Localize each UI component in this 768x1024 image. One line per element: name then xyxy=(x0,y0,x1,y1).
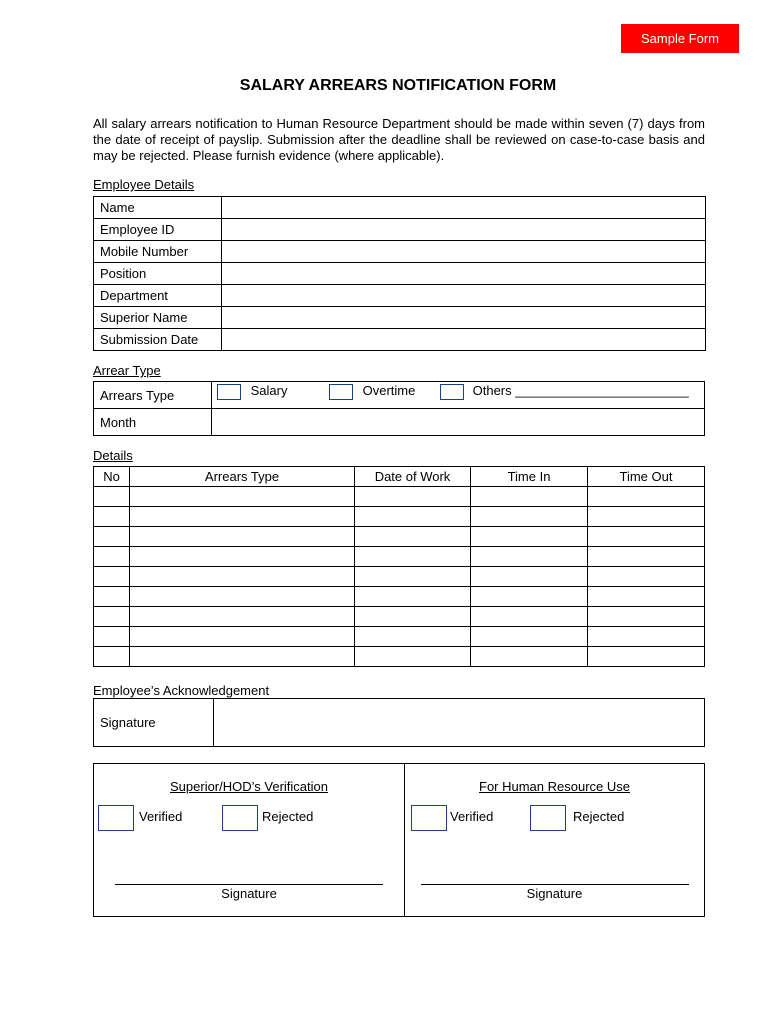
employee-field-label: Name xyxy=(94,197,222,219)
employee-row xyxy=(94,197,706,219)
hr-use-title: For Human Resource Use xyxy=(479,779,630,794)
employee-field-input[interactable] xyxy=(222,285,706,307)
arrear-type-table xyxy=(93,381,705,436)
hod-verified-checkbox[interactable] xyxy=(98,805,134,831)
employee-row xyxy=(94,219,706,241)
employee-row xyxy=(94,263,706,285)
table-row xyxy=(94,547,705,567)
sample-form-badge: Sample Form xyxy=(621,24,739,53)
detail-cell[interactable] xyxy=(588,607,705,627)
table-row xyxy=(94,607,705,627)
detail-cell[interactable] xyxy=(588,567,705,587)
employee-field-input[interactable] xyxy=(222,329,706,351)
employee-field-input[interactable] xyxy=(222,219,706,241)
overtime-checkbox[interactable] xyxy=(329,384,353,400)
others-label: Others ________________________ xyxy=(472,383,689,398)
employee-row xyxy=(94,307,706,329)
detail-cell[interactable] xyxy=(130,647,355,667)
arrear-type-heading: Arrear Type xyxy=(93,363,161,378)
hod-signature-label: Signature xyxy=(221,886,277,901)
detail-cell[interactable] xyxy=(94,567,130,587)
others-checkbox[interactable] xyxy=(440,384,464,400)
detail-cell[interactable] xyxy=(94,627,130,647)
hod-verification-title: Superior/HOD’s Verification xyxy=(170,779,328,794)
employee-field-label: Position xyxy=(94,263,222,285)
overtime-label: Overtime xyxy=(362,383,416,398)
detail-cell[interactable] xyxy=(588,647,705,667)
hr-verified-checkbox[interactable] xyxy=(411,805,447,831)
detail-cell[interactable] xyxy=(588,587,705,607)
detail-cell[interactable] xyxy=(355,507,471,527)
detail-cell[interactable] xyxy=(130,547,355,567)
details-heading: Details xyxy=(93,448,133,463)
table-row xyxy=(94,587,705,607)
acknowledgement-heading: Employee’s Acknowledgement xyxy=(93,683,270,698)
acknowledgement-table xyxy=(93,698,705,747)
employee-field-input[interactable] xyxy=(222,197,706,219)
detail-cell[interactable] xyxy=(471,647,588,667)
arrears-type-label: Arrears Type xyxy=(94,382,212,409)
employee-field-input[interactable] xyxy=(222,263,706,285)
overtime-option[interactable] xyxy=(329,383,415,400)
others-option[interactable] xyxy=(440,383,689,400)
detail-cell[interactable] xyxy=(471,627,588,647)
hr-signature-label: Signature xyxy=(526,886,583,901)
details-table xyxy=(93,466,705,667)
employee-row xyxy=(94,329,706,351)
hod-signature-line[interactable] xyxy=(115,884,383,885)
detail-cell[interactable] xyxy=(130,587,355,607)
detail-cell[interactable] xyxy=(94,647,130,667)
detail-cell[interactable] xyxy=(588,527,705,547)
ack-signature-field[interactable] xyxy=(214,699,705,747)
hr-verified-label: Verified xyxy=(450,809,494,824)
detail-cell[interactable] xyxy=(471,487,588,507)
employee-field-label: Superior Name xyxy=(94,307,222,329)
detail-cell[interactable] xyxy=(94,487,130,507)
detail-cell[interactable] xyxy=(130,507,355,527)
table-row xyxy=(94,627,705,647)
arrears-type-options xyxy=(212,382,705,409)
month-field[interactable] xyxy=(212,409,705,436)
hod-rejected-label: Rejected xyxy=(262,809,314,824)
col-time-in: Time In xyxy=(471,467,588,487)
employee-field-input[interactable] xyxy=(222,241,706,263)
detail-cell[interactable] xyxy=(94,587,130,607)
detail-cell[interactable] xyxy=(355,627,471,647)
employee-details-table xyxy=(93,196,706,351)
hod-rejected-checkbox[interactable] xyxy=(222,805,258,831)
detail-cell[interactable] xyxy=(355,527,471,547)
detail-cell[interactable] xyxy=(355,547,471,567)
salary-checkbox[interactable] xyxy=(217,384,241,400)
hr-signature-line[interactable] xyxy=(421,884,689,885)
col-time-out: Time Out xyxy=(588,467,705,487)
form-title: SALARY ARREARS NOTIFICATION FORM xyxy=(239,77,557,94)
employee-field-label: Submission Date xyxy=(94,329,222,351)
employee-field-input[interactable] xyxy=(222,307,706,329)
col-date-of-work: Date of Work xyxy=(355,467,471,487)
hr-rejected-label: Rejected xyxy=(573,809,625,824)
detail-cell[interactable] xyxy=(471,527,588,547)
detail-cell[interactable] xyxy=(471,567,588,587)
col-no: No xyxy=(94,467,130,487)
detail-cell[interactable] xyxy=(588,627,705,647)
detail-cell[interactable] xyxy=(355,587,471,607)
col-arrears-type: Arrears Type xyxy=(130,467,355,487)
detail-cell[interactable] xyxy=(471,587,588,607)
detail-cell[interactable] xyxy=(94,547,130,567)
detail-cell[interactable] xyxy=(471,607,588,627)
detail-cell[interactable] xyxy=(588,487,705,507)
detail-cell[interactable] xyxy=(355,607,471,627)
employee-details-heading: Employee Details xyxy=(93,177,195,192)
detail-cell[interactable] xyxy=(355,567,471,587)
employee-row xyxy=(94,241,706,263)
detail-cell[interactable] xyxy=(94,527,130,547)
table-row xyxy=(94,647,705,667)
detail-cell[interactable] xyxy=(130,627,355,647)
detail-cell[interactable] xyxy=(130,567,355,587)
table-row xyxy=(94,487,705,507)
detail-cell[interactable] xyxy=(355,647,471,667)
detail-cell[interactable] xyxy=(588,547,705,567)
detail-cell[interactable] xyxy=(130,527,355,547)
detail-cell[interactable] xyxy=(471,507,588,527)
employee-field-label: Department xyxy=(94,285,222,307)
table-row xyxy=(94,567,705,587)
hod-verified-label: Verified xyxy=(139,809,183,824)
employee-row xyxy=(94,285,706,307)
month-label: Month xyxy=(94,409,212,436)
verification-box xyxy=(93,763,705,917)
employee-field-label: Employee ID xyxy=(94,219,222,241)
detail-cell[interactable] xyxy=(355,487,471,507)
detail-cell[interactable] xyxy=(94,507,130,527)
detail-cell[interactable] xyxy=(130,487,355,507)
ack-signature-label: Signature xyxy=(94,699,214,747)
employee-field-label: Mobile Number xyxy=(94,241,222,263)
table-row xyxy=(94,507,705,527)
table-row xyxy=(94,527,705,547)
detail-cell[interactable] xyxy=(471,547,588,567)
salary-label: Salary xyxy=(250,383,288,398)
hr-rejected-checkbox[interactable] xyxy=(530,805,566,831)
detail-cell[interactable] xyxy=(130,607,355,627)
intro-paragraph: All salary arrears notification to Human Resource Department should be made within seven (7) days from the date of receipt of payslip. Submission after the deadline shall be reviewed on case-to-case basis and may be rejected. Please furnish evidence (where applicable). xyxy=(93,116,705,163)
detail-cell[interactable] xyxy=(94,607,130,627)
salary-option[interactable] xyxy=(217,383,287,400)
detail-cell[interactable] xyxy=(588,507,705,527)
